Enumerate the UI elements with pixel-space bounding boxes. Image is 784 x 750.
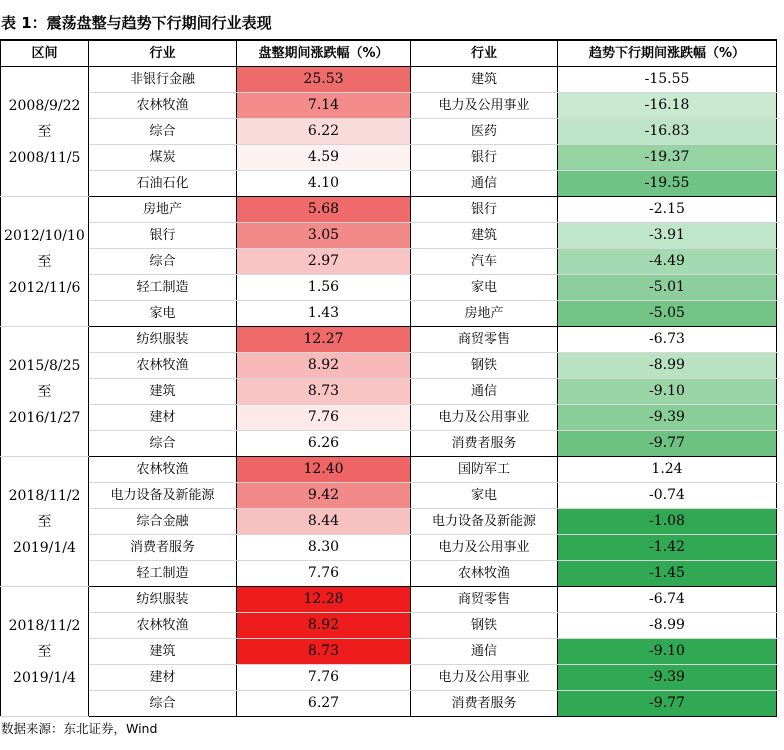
table-row [1, 405, 777, 431]
consolidation-industry-cell: 农林牧渔 [89, 613, 237, 639]
consolidation-industry-cell: 建筑 [89, 639, 237, 665]
consolidation-industry-cell: 综合 [89, 431, 237, 457]
period-start: 2008/9/22 [8, 97, 81, 114]
downtrend-industry-cell: 通信 [411, 171, 558, 197]
consolidation-change-cell: 7.76 [237, 561, 411, 587]
consolidation-industry-cell: 家电 [89, 301, 237, 327]
consolidation-industry-cell: 建材 [89, 665, 237, 691]
downtrend-industry-cell: 家电 [411, 275, 558, 301]
period-cell [1, 327, 89, 457]
consolidation-industry-cell: 非银行金融 [89, 67, 237, 93]
downtrend-industry-cell: 银行 [411, 197, 558, 223]
period-end: 2019/1/4 [13, 539, 76, 556]
consolidation-change-cell: 8.73 [237, 639, 411, 665]
period-start: 2012/10/10 [4, 227, 85, 244]
table-row [1, 535, 777, 561]
table-row [1, 275, 777, 301]
downtrend-change-cell: -0.74 [558, 483, 777, 509]
period-end: 2016/1/27 [8, 409, 81, 426]
downtrend-change-cell: -9.39 [558, 405, 777, 431]
table-row [1, 301, 777, 327]
downtrend-change-cell: -1.42 [558, 535, 777, 561]
data-source-note: 数据来源：东北证券，Wind [1, 721, 158, 736]
consolidation-change-cell: 8.92 [237, 613, 411, 639]
downtrend-change-cell: -1.45 [558, 561, 777, 587]
consolidation-change-cell: 12.40 [237, 457, 411, 483]
table-row [1, 665, 777, 691]
consolidation-industry-cell: 建材 [89, 405, 237, 431]
table-row [1, 171, 777, 197]
table-row [1, 353, 777, 379]
period-to-label: 至 [37, 643, 52, 660]
downtrend-change-cell: -1.08 [558, 509, 777, 535]
downtrend-industry-cell: 农林牧渔 [411, 561, 558, 587]
downtrend-industry-cell: 银行 [411, 145, 558, 171]
period-cell [1, 67, 89, 197]
consolidation-industry-cell: 综合 [89, 119, 237, 145]
downtrend-industry-cell: 房地产 [411, 301, 558, 327]
consolidation-change-cell: 5.68 [237, 197, 411, 223]
table-row [1, 67, 777, 93]
table-body [1, 67, 777, 717]
downtrend-industry-cell: 医药 [411, 119, 558, 145]
downtrend-industry-cell: 建筑 [411, 67, 558, 93]
downtrend-industry-cell: 商贸零售 [411, 587, 558, 613]
downtrend-industry-cell: 商贸零售 [411, 327, 558, 353]
header-industry-consolidation: 行业 [89, 40, 237, 67]
downtrend-change-cell: -2.15 [558, 197, 777, 223]
table-title: 表 1：震荡盘整与趋势下行期间行业表现 [1, 14, 272, 32]
header-industry-downtrend: 行业 [411, 40, 558, 67]
downtrend-industry-cell: 钢铁 [411, 613, 558, 639]
period-start: 2018/11/2 [8, 617, 81, 634]
downtrend-industry-cell: 电力及公用事业 [411, 665, 558, 691]
table-row [1, 379, 777, 405]
downtrend-industry-cell: 电力及公用事业 [411, 405, 558, 431]
table-row [1, 145, 777, 171]
consolidation-change-cell: 1.43 [237, 301, 411, 327]
consolidation-change-cell: 12.28 [237, 587, 411, 613]
table-row [1, 509, 777, 535]
consolidation-change-cell: 7.14 [237, 93, 411, 119]
table-row [1, 249, 777, 275]
consolidation-industry-cell: 综合 [89, 249, 237, 275]
period-end: 2008/11/5 [8, 149, 81, 166]
consolidation-change-cell: 9.42 [237, 483, 411, 509]
consolidation-change-cell: 7.76 [237, 665, 411, 691]
period-end: 2019/1/4 [13, 669, 76, 686]
consolidation-industry-cell: 农林牧渔 [89, 457, 237, 483]
consolidation-change-cell: 3.05 [237, 223, 411, 249]
table-row [1, 587, 777, 613]
consolidation-industry-cell: 农林牧渔 [89, 93, 237, 119]
period-cell [1, 457, 89, 587]
consolidation-change-cell: 2.97 [237, 249, 411, 275]
downtrend-industry-cell: 通信 [411, 639, 558, 665]
table-row [1, 327, 777, 353]
table-row [1, 197, 777, 223]
downtrend-industry-cell: 电力及公用事业 [411, 535, 558, 561]
table-row [1, 457, 777, 483]
consolidation-change-cell: 6.22 [237, 119, 411, 145]
downtrend-change-cell: -16.83 [558, 119, 777, 145]
downtrend-industry-cell: 消费者服务 [411, 431, 558, 457]
table-row [1, 691, 777, 717]
period-start: 2018/11/2 [8, 487, 81, 504]
consolidation-industry-cell: 综合金融 [89, 509, 237, 535]
consolidation-change-cell: 8.30 [237, 535, 411, 561]
consolidation-industry-cell: 银行 [89, 223, 237, 249]
downtrend-change-cell: -9.10 [558, 379, 777, 405]
downtrend-industry-cell: 汽车 [411, 249, 558, 275]
downtrend-industry-cell: 家电 [411, 483, 558, 509]
downtrend-change-cell: -8.99 [558, 613, 777, 639]
consolidation-change-cell: 6.26 [237, 431, 411, 457]
period-to-label: 至 [37, 253, 52, 270]
downtrend-change-cell: -4.49 [558, 249, 777, 275]
header-period: 区间 [1, 40, 89, 67]
period-cell [1, 587, 89, 717]
period-to-label: 至 [37, 123, 52, 140]
downtrend-change-cell: -19.37 [558, 145, 777, 171]
downtrend-industry-cell: 电力及公用事业 [411, 93, 558, 119]
header-downtrend-change: 趋势下行期间涨跌幅（%） [558, 40, 777, 67]
downtrend-industry-cell: 消费者服务 [411, 691, 558, 717]
downtrend-change-cell: -5.05 [558, 301, 777, 327]
consolidation-industry-cell: 房地产 [89, 197, 237, 223]
period-end: 2012/11/6 [8, 279, 81, 296]
consolidation-industry-cell: 纺织服装 [89, 327, 237, 353]
consolidation-change-cell: 8.44 [237, 509, 411, 535]
table-header-row [1, 40, 777, 67]
downtrend-change-cell: -5.01 [558, 275, 777, 301]
table-row [1, 561, 777, 587]
downtrend-change-cell: -15.55 [558, 67, 777, 93]
consolidation-change-cell: 8.92 [237, 353, 411, 379]
downtrend-industry-cell: 建筑 [411, 223, 558, 249]
downtrend-industry-cell: 通信 [411, 379, 558, 405]
downtrend-industry-cell: 钢铁 [411, 353, 558, 379]
consolidation-industry-cell: 农林牧渔 [89, 353, 237, 379]
consolidation-industry-cell: 轻工制造 [89, 561, 237, 587]
period-to-label: 至 [37, 383, 52, 400]
consolidation-industry-cell: 消费者服务 [89, 535, 237, 561]
consolidation-industry-cell: 煤炭 [89, 145, 237, 171]
downtrend-change-cell: -9.10 [558, 639, 777, 665]
downtrend-change-cell: -19.55 [558, 171, 777, 197]
table-row [1, 431, 777, 457]
downtrend-change-cell: 1.24 [558, 457, 777, 483]
header-consolidation-change: 盘整期间涨跌幅（%） [237, 40, 411, 67]
consolidation-change-cell: 4.10 [237, 171, 411, 197]
table-row [1, 483, 777, 509]
consolidation-change-cell: 8.73 [237, 379, 411, 405]
downtrend-change-cell: -6.74 [558, 587, 777, 613]
consolidation-change-cell: 7.76 [237, 405, 411, 431]
period-to-label: 至 [37, 513, 52, 530]
industry-performance-table [0, 39, 777, 717]
table-row [1, 639, 777, 665]
consolidation-industry-cell: 纺织服装 [89, 587, 237, 613]
downtrend-change-cell: -9.39 [558, 665, 777, 691]
downtrend-change-cell: -6.73 [558, 327, 777, 353]
downtrend-change-cell: -8.99 [558, 353, 777, 379]
consolidation-change-cell: 4.59 [237, 145, 411, 171]
consolidation-change-cell: 6.27 [237, 691, 411, 717]
consolidation-industry-cell: 石油石化 [89, 171, 237, 197]
period-cell [1, 197, 89, 327]
consolidation-industry-cell: 轻工制造 [89, 275, 237, 301]
consolidation-industry-cell: 建筑 [89, 379, 237, 405]
downtrend-industry-cell: 电力设备及新能源 [411, 509, 558, 535]
downtrend-change-cell: -9.77 [558, 431, 777, 457]
table-row [1, 93, 777, 119]
table-row [1, 119, 777, 145]
downtrend-industry-cell: 国防军工 [411, 457, 558, 483]
consolidation-change-cell: 25.53 [237, 67, 411, 93]
consolidation-industry-cell: 综合 [89, 691, 237, 717]
downtrend-change-cell: -9.77 [558, 691, 777, 717]
consolidation-industry-cell: 电力设备及新能源 [89, 483, 237, 509]
table-row [1, 613, 777, 639]
consolidation-change-cell: 12.27 [237, 327, 411, 353]
downtrend-change-cell: -3.91 [558, 223, 777, 249]
period-start: 2015/8/25 [8, 357, 81, 374]
consolidation-change-cell: 1.56 [237, 275, 411, 301]
table-row [1, 223, 777, 249]
downtrend-change-cell: -16.18 [558, 93, 777, 119]
